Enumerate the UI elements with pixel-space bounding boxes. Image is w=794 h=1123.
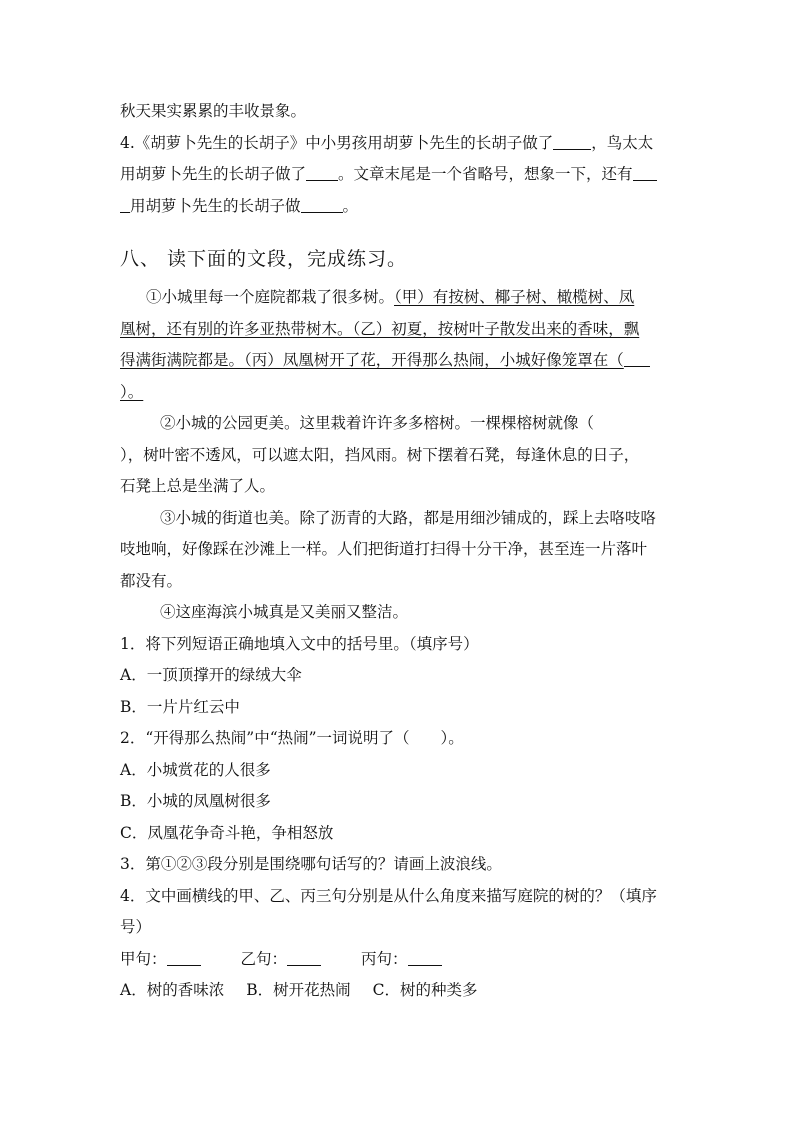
question-4-option-b: B．树开花热闹 [246, 981, 351, 999]
answer-blank[interactable] [120, 196, 130, 213]
answer-blank[interactable] [553, 133, 591, 150]
passage-p1-line-4: ）。 [120, 382, 144, 401]
prev-question-tail: 秋天果实累累的丰收景象。 [120, 102, 307, 120]
passage-p1-line-1 [120, 282, 680, 314]
question-1-option-b: B．一片片红云中 [120, 697, 240, 716]
question-4-stem-line-2: 号） [120, 918, 152, 936]
answer-blank[interactable] [301, 196, 343, 213]
question-2-option-a: A．小城赏花的人很多 [120, 760, 271, 779]
passage-p2-line-3: 石凳上总是坐满了人。 [120, 477, 276, 495]
q4-text-d: 。文章末尾是一个省略号，想象一下，还有 [338, 165, 633, 183]
answer-label-jia: 甲句： [120, 949, 167, 968]
q4-text-a: 4.《胡萝卜先生的长胡子》中小男孩用胡萝卜先生的长胡子做了 [120, 133, 554, 152]
passage-p1-line-2: 凰树，还有别的许多亚热带树木。（乙）初夏，按树叶子散发出来的香味，飘 [120, 319, 640, 338]
answer-blank[interactable] [306, 165, 338, 182]
question-1-option-a: A．一顶顶撑开的绿绒大伞 [120, 666, 302, 684]
passage-p3-line-2: 吱地响，好像踩在沙滩上一样。人们把街道打扫得十分干净，甚至连一片落叶 [120, 540, 648, 558]
q4-text-f: 。 [342, 196, 359, 215]
question-2: 2．“开得那么热闹”中“热闹”一词说明了（ ）。 [120, 729, 464, 747]
answer-blank[interactable] [633, 165, 657, 182]
question-3: 3．第①②③段分别是围绕哪句话写的？请画上波浪线。 [120, 855, 502, 873]
question-4-option-c: C．树的种类多 [372, 981, 478, 999]
passage-p4-line-1: ④这座海滨小城真是又美丽又整洁。 [160, 603, 409, 621]
passage-p3-line-1: ③小城的街道也美。除了沥青的大路，都是用细沙铺成的，踩上去咯吱咯 [160, 508, 657, 527]
answer-blank[interactable] [624, 351, 650, 368]
question-4-answers [120, 944, 680, 976]
section-title: 八、 读下面的文段，完成练习。 [120, 248, 408, 270]
question-4-line-1 [120, 128, 680, 160]
passage-p2-line-1: ②小城的公园更美。这里栽着许许多多榕树。一棵棵榕树就像（ [160, 414, 595, 432]
q4-text-e: 用胡萝卜先生的长胡子做 [130, 196, 301, 215]
question-2-option-c: C．凤凰花争奇斗艳，争相怒放 [120, 823, 334, 842]
question-4-line-3 [120, 191, 680, 223]
answer-label-yi: 乙句： [240, 949, 288, 968]
question-1: 1．将下列短语正确地填入文中的括号里。（填序号） [120, 634, 479, 653]
p1-underlined-yi: 得满街满院都是。（丙）凤凰树开了花，开得那么热闹，小城好像笼罩在（ [120, 351, 624, 369]
question-4-line-2 [120, 159, 680, 191]
passage-p1-line-3 [120, 345, 680, 377]
answer-label-bing: 丙句： [361, 949, 408, 968]
q4-text-c: 用胡萝卜先生的长胡子做了 [120, 165, 307, 183]
p1-text: ①小城里每一个庭院都栽了很多树。 [146, 288, 395, 306]
answer-blank-yi[interactable] [287, 949, 321, 966]
passage-p2-line-2: ），树叶密不透风，可以遮太阳，挡风雨。树下摆着石凳，每逢休息的日子， [120, 445, 640, 464]
q4-text-b: ，鸟太太 [591, 133, 654, 152]
worksheet-page [120, 96, 680, 1007]
passage-p3-line-3: 都没有。 [120, 571, 183, 590]
question-4-options [120, 975, 680, 1007]
p1-underlined-jia: （甲）有按树、椰子树、橄榄树、凤 [394, 288, 635, 306]
question-4-stem-line-1: 4．文中画横线的甲、乙、丙三句分别是从什么角度来描写庭院的树的？（填序 [120, 886, 657, 905]
answer-blank-bing[interactable] [408, 949, 442, 966]
question-2-option-b: B．小城的凤凰树很多 [120, 792, 271, 810]
question-4-option-a: A．树的香味浓 [120, 981, 225, 999]
answer-blank-jia[interactable] [167, 949, 201, 966]
